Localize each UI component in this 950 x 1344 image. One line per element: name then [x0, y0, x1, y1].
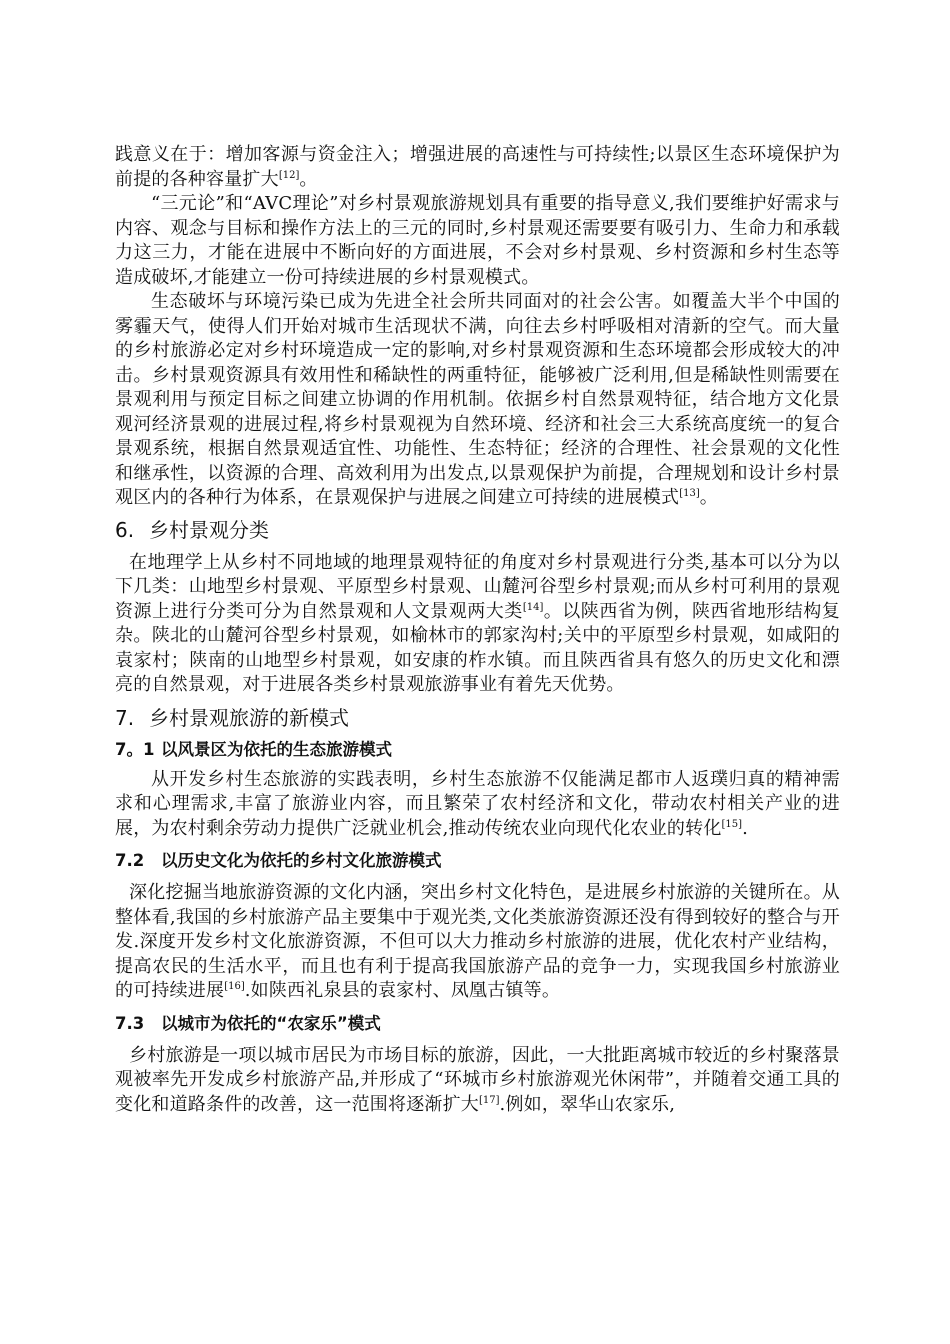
paragraph-tail: 。: [699, 487, 718, 508]
section-title: 乡村景观分类: [149, 517, 269, 542]
section-heading-6: [115, 516, 840, 544]
subsection-heading-7-3: [115, 1012, 840, 1036]
paragraph-text: 践意义在于：增加客源与资金注入；增强进展的高速性与可持续性;以景区生态环境保护为前提的各种容量扩大: [115, 144, 840, 190]
section-title: 乡村景观旅游的新模式: [149, 705, 349, 730]
section-heading-7: [115, 704, 840, 732]
paragraph-cultural-tourism: [115, 881, 840, 1004]
citation-ref: [16]: [224, 981, 245, 992]
subsection-title: 以历史文化为依托的乡村文化旅游模式: [161, 851, 442, 870]
paragraph-farmhouse-tourism: [115, 1044, 840, 1118]
paragraph-eco-tourism: [115, 768, 840, 842]
subsection-number: 7.3: [115, 1013, 145, 1033]
paragraph-tail: 。: [299, 168, 318, 190]
subsection-title: 以风景区为依托的生态旅游模式: [161, 739, 392, 759]
paragraph-text: “三元论”和“AVC理论”对乡村景观旅游规划具有重要的指导意义,我们要维护好需求与内容、观念与目标和操作方法上的三元的同时,乡村景观还需要要有吸引力、生命力和承载力这三力，才能在进展中不断向好的方面进展，不会对乡村景观、乡村资源和乡村生态等造成破坏,才能建立一份可持续进展的乡村景观模式。: [115, 193, 840, 288]
subsection-number: 7。1: [115, 739, 155, 759]
subsection-title: 以城市为依托的“农家乐”模式: [161, 1013, 381, 1033]
paragraph-text: 生态破坏与环境污染已成为先进全社会所共同面对的社会公害。如覆盖大半个中国的雾霾天气，使得人们开始对城市生活现状不满，向往去乡村呼吸相对清新的空气。而大量的乡村旅游必定对乡村环境造成一定的影响,对乡村景观资源和生态环境都会形成较大的冲击。乡村景观资源具有效用性和稀缺性的两重特征，能够被广泛利用,但是稀缺性则需要在景观利用与预定目标之间建立协调的作用机制。依据乡村自然景观特征，结合地方文化景观河经济景观的进展过程,将乡村景观视为自然环境、经济和社会三大系统高度统一的复合景观系统，根据自然景观适宜性、功能性、生态特征；经济的合理性、社会景观的文化性和继承性，以资源的合理、高效利用为出发点,以景观保护为前提，合理规划和设计乡村景观区内的各种行为体系，在景观保护与进展之间建立可持续的进展模式: [115, 291, 840, 508]
citation-ref: [13]: [679, 488, 700, 499]
citation-ref: [17]: [479, 1094, 500, 1106]
subsection-heading-7-1: [115, 738, 840, 762]
paragraph-ecological-damage: [115, 290, 840, 511]
paragraph-text: 深化挖掘当地旅游资源的文化内涵，突出乡村文化特色，是进展乡村旅游的关键所在。从整体看,我国的乡村旅游产品主要集中于观光类,文化类旅游资源还没有得到较好的整合与开发.深度开发乡村文化旅游资源，不但可以大力推动乡村旅游的进展，优化农村产业结构，提高农民的生活水平，而且也有利于提高我国旅游产品的竞争一力，实现我国乡村旅游业的可持续进展: [115, 882, 840, 1001]
subsection-heading-7-2: [115, 849, 840, 873]
paragraph-text: 从开发乡村生态旅游的实践表明，乡村生态旅游不仅能满足都市人返璞归真的精神需求和心理需求,丰富了旅游业内容，而且繁荣了农村经济和文化，带动农村相关产业的进展，为农村剩余劳动力提供广泛就业机会,推动传统农业向现代化农业的转化: [115, 768, 840, 839]
paragraph-tail: .例如，翠华山农家乐,: [499, 1093, 676, 1115]
paragraph-landscape-classification: [115, 551, 840, 698]
document-page: [115, 143, 840, 1117]
paragraph-capacity: [115, 143, 840, 192]
section-number: 7.: [115, 705, 135, 730]
paragraph-three-element-theory: [115, 192, 840, 290]
paragraph-tail: .如陕西礼泉县的袁家村、凤凰古镇等。: [244, 980, 561, 1001]
paragraph-text: 乡村旅游是一项以城市居民为市场目标的旅游，因此，一大批距离城市较近的乡村聚落景观被率先开发成乡村旅游产品,并形成了“环城市乡村旅游观光休闲带”，并随着交通工具的变化和道路条件的改善，这一范围将逐渐扩大: [115, 1044, 840, 1115]
section-number: 6.: [115, 517, 135, 542]
subsection-number: 7.2: [115, 851, 145, 870]
paragraph-tail: .: [742, 817, 748, 839]
citation-ref: [14]: [522, 601, 544, 613]
citation-ref: [12]: [278, 169, 300, 181]
paragraph-text: 在地理学上从乡村不同地域的地理景观特征的角度对乡村景观进行分类,基本可以分为以下几类：山地型乡村景观、平原型乡村景观、山麓河谷型乡村景观;而从乡村可利用的景观资源上进行分类可分为自然景观和人文景观两大类: [115, 551, 840, 622]
citation-ref: [15]: [721, 818, 743, 830]
paragraph-tail: 。以陕西省为例，陕西省地形结构复杂。陕北的山麓河谷型乡村景观，如榆林市的郭家沟村;关中的平原型乡村景观，如咸阳的袁家村；陕南的山地型乡村景观，如安康的柞水镇。而且陕西省具有悠久的历史文化和漂亮的自然景观，对于进展各类乡村景观旅游事业有着先天优势。: [115, 600, 840, 695]
